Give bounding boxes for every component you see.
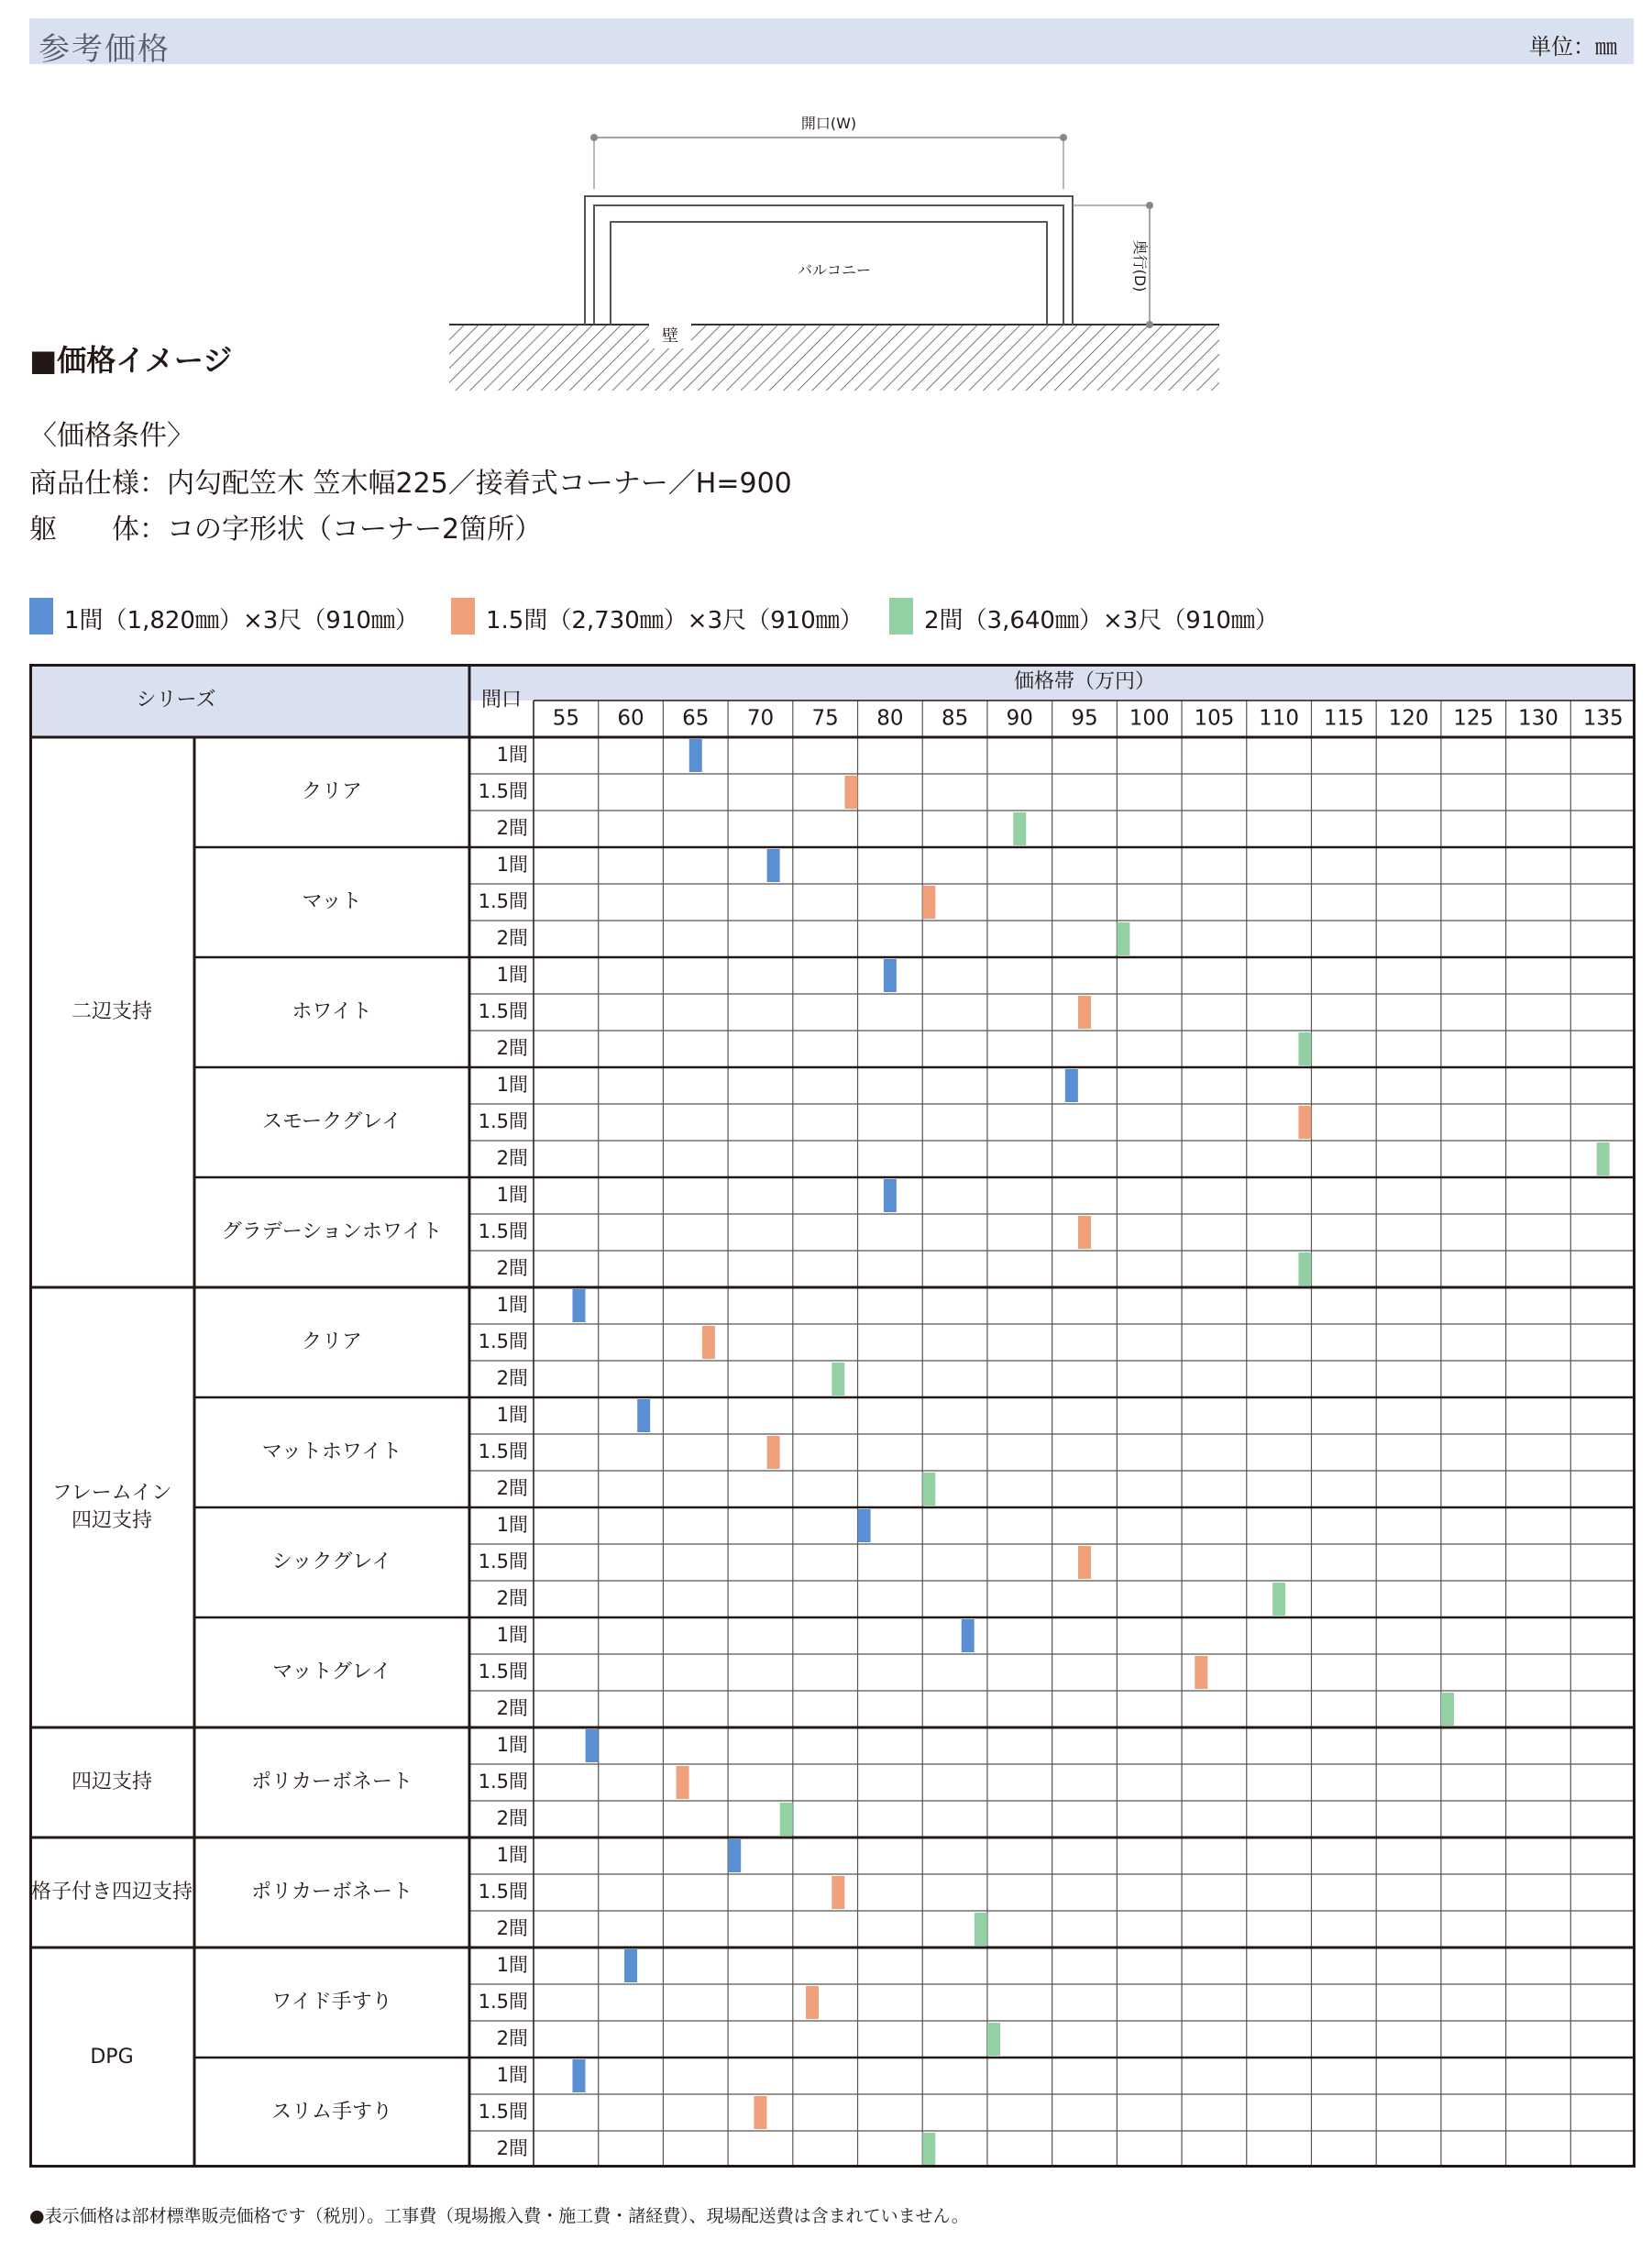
legend-label: 1間（1,820㎜）×3尺（910㎜） — [64, 607, 419, 634]
opening-row-label: 2間 — [496, 1477, 528, 1499]
opening-row-label: 2間 — [496, 817, 528, 839]
opening-row-label: 2間 — [496, 1807, 528, 1829]
opening-row-label: 1.5間 — [478, 1991, 528, 2013]
price-marker — [844, 776, 857, 809]
opening-row-label: 1.5間 — [478, 1220, 528, 1242]
section-title: ■価格イメージ — [29, 343, 233, 378]
price-marker — [975, 1913, 987, 1946]
product-label: マット — [302, 890, 362, 913]
opening-row-label: 1間 — [496, 1954, 528, 1976]
price-marker — [962, 1619, 975, 1652]
product-label: スモークグレイ — [261, 1110, 402, 1133]
price-marker — [689, 739, 702, 772]
price-tick-label: 125 — [1453, 706, 1494, 731]
opening-row-label: 1.5間 — [478, 1550, 528, 1572]
product-label: マットグレイ — [272, 1661, 391, 1683]
opening-row-label: 1間 — [496, 854, 528, 876]
opening-header: 間口 — [480, 689, 523, 712]
opening-row-label: 1間 — [496, 1734, 528, 1756]
product-label: ホワイト — [292, 1000, 372, 1023]
opening-row-label: 1間 — [496, 1514, 528, 1536]
page-title: 参考価格 — [39, 31, 171, 68]
opening-row-label: 1間 — [496, 1404, 528, 1426]
opening-row-label: 2間 — [496, 1147, 528, 1169]
opening-row-label: 2間 — [496, 1257, 528, 1279]
price-marker — [1298, 1032, 1311, 1065]
price-marker — [884, 959, 897, 992]
group-label: 格子付き四辺支持 — [30, 1881, 193, 1903]
price-marker — [572, 2059, 585, 2092]
group-label: 二辺支持 — [71, 1000, 153, 1023]
opening-row-label: 2間 — [496, 2027, 528, 2049]
price-chart — [29, 664, 1635, 2168]
opening-row-label: 1.5間 — [478, 1440, 528, 1462]
price-marker — [1117, 922, 1129, 955]
price-band-header: 価格帯（万円） — [1013, 670, 1156, 693]
group-label: 四辺支持 — [71, 1771, 153, 1793]
price-tick-label: 80 — [876, 706, 904, 731]
legend-swatch — [29, 598, 53, 634]
opening-row-label: 1.5間 — [478, 780, 528, 802]
legend-swatch — [889, 598, 913, 634]
price-tick-label: 105 — [1194, 706, 1235, 731]
product-label: グラデーションホワイト — [221, 1220, 443, 1243]
price-marker — [728, 1839, 741, 1872]
balcony-diagram — [431, 101, 1228, 403]
price-marker — [754, 2096, 766, 2129]
price-marker — [858, 1509, 871, 1542]
price-marker — [806, 1986, 819, 2019]
group-label: 四辺支持 — [71, 1509, 153, 1532]
wall-hatch — [449, 325, 1219, 391]
opening-row-label: 1間 — [496, 1624, 528, 1646]
legend-label: 1.5間（2,730㎜）×3尺（910㎜） — [486, 607, 864, 634]
price-marker — [1441, 1693, 1454, 1726]
product-label: ワイド手すり — [271, 1991, 392, 2014]
price-tick-label: 70 — [746, 706, 775, 731]
price-tick-label: 65 — [682, 706, 710, 731]
price-marker — [624, 1949, 637, 1982]
price-marker — [1065, 1069, 1078, 1102]
price-marker — [832, 1363, 844, 1396]
price-marker — [1013, 812, 1026, 845]
depth-label: 奥行(D) — [1131, 239, 1149, 292]
opening-row-label: 1.5間 — [478, 1771, 528, 1793]
opening-row-label: 2間 — [496, 1037, 528, 1059]
opening-row-label: 2間 — [496, 1587, 528, 1609]
price-marker — [702, 1326, 715, 1359]
page-header — [29, 18, 1634, 68]
price-marker — [1195, 1656, 1207, 1689]
opening-row-label: 2間 — [496, 2137, 528, 2159]
conditions-body: 躯 体：コの字形状（コーナー2箇所） — [29, 513, 543, 546]
price-tick-label: 55 — [552, 706, 579, 731]
product-label: ポリカーボネート — [251, 1771, 413, 1793]
opening-row-label: 1間 — [496, 1294, 528, 1316]
price-marker — [832, 1876, 844, 1909]
price-tick-label: 75 — [811, 706, 839, 731]
legend-label: 2間（3,640㎜）×3尺（910㎜） — [924, 607, 1279, 634]
price-tick-label: 135 — [1582, 706, 1624, 731]
price-tick-label: 115 — [1323, 706, 1364, 731]
opening-row-label: 1間 — [496, 2064, 528, 2086]
price-marker — [922, 886, 935, 919]
price-marker — [1078, 1216, 1091, 1249]
opening-row-label: 1.5間 — [478, 1000, 528, 1022]
opening-row-label: 1間 — [496, 744, 528, 766]
product-label: クリア — [301, 1330, 363, 1353]
price-marker — [767, 849, 780, 882]
price-tick-label: 85 — [941, 706, 969, 731]
price-marker — [780, 1803, 793, 1836]
price-marker — [1597, 1142, 1610, 1175]
opening-row-label: 1.5間 — [478, 2101, 528, 2123]
price-marker — [677, 1766, 689, 1799]
price-tick-label: 100 — [1129, 706, 1170, 731]
group-label: DPG — [90, 2046, 134, 2069]
opening-row-label: 1間 — [496, 1844, 528, 1866]
price-marker — [637, 1399, 650, 1432]
opening-row-label: 2間 — [496, 927, 528, 949]
conditions-spec: 商品仕様：内勾配笠木 笠木幅225／接着式コーナー／H=900 — [29, 468, 792, 500]
opening-row-label: 1.5間 — [478, 1881, 528, 1903]
price-tick-label: 60 — [617, 706, 644, 731]
opening-row-label: 2間 — [496, 1917, 528, 1939]
price-marker — [922, 1473, 935, 1506]
opening-row-label: 1.5間 — [478, 1661, 528, 1683]
opening-row-label: 1.5間 — [478, 1330, 528, 1352]
opening-row-label: 1間 — [496, 964, 528, 986]
price-tick-label: 90 — [1006, 706, 1033, 731]
opening-row-label: 1間 — [496, 1074, 528, 1096]
product-label: マットホワイト — [261, 1440, 402, 1463]
product-label: スリム手すり — [270, 2101, 393, 2124]
conditions-heading: 〈価格条件〉 — [29, 420, 194, 452]
price-tick-label: 120 — [1388, 706, 1429, 731]
opening-row-label: 2間 — [496, 1367, 528, 1389]
price-marker — [572, 1289, 585, 1322]
price-marker — [884, 1179, 897, 1212]
legend-swatch — [451, 598, 475, 634]
price-tick-label: 130 — [1517, 706, 1558, 731]
price-marker — [1298, 1252, 1311, 1285]
product-label: クリア — [301, 780, 363, 803]
wall-label: 壁 — [662, 326, 678, 346]
price-marker — [1272, 1583, 1285, 1616]
price-marker — [987, 2023, 1000, 2056]
header-bg — [29, 664, 469, 737]
unit-label: 単位：㎜ — [1529, 34, 1617, 60]
balcony-label: バルコニー — [797, 261, 872, 279]
opening-row-label: 1間 — [496, 1184, 528, 1206]
price-marker — [767, 1436, 780, 1469]
price-tick-label: 110 — [1259, 706, 1300, 731]
group-label: フレームイン — [51, 1482, 172, 1505]
price-marker — [1298, 1106, 1311, 1139]
price-marker — [586, 1729, 599, 1762]
product-label: ポリカーボネート — [251, 1881, 413, 1903]
price-tick-label: 95 — [1071, 706, 1098, 731]
series-header: シリーズ — [136, 689, 216, 712]
opening-label: 開口(W) — [800, 115, 857, 132]
opening-row-label: 1.5間 — [478, 1110, 528, 1132]
footnote: ●表示価格は部材標準販売価格です（税別）。工事費（現場搬入費・施工費・諸経費）、現場配送費は含まれていません。 — [29, 2206, 969, 2226]
opening-row-label: 2間 — [496, 1697, 528, 1719]
price-marker — [1078, 996, 1091, 1029]
price-marker — [922, 2133, 935, 2166]
table-frame — [31, 666, 1635, 2167]
opening-row-label: 1.5間 — [478, 890, 528, 912]
product-label: シックグレイ — [271, 1550, 392, 1573]
price-marker — [1078, 1546, 1091, 1579]
